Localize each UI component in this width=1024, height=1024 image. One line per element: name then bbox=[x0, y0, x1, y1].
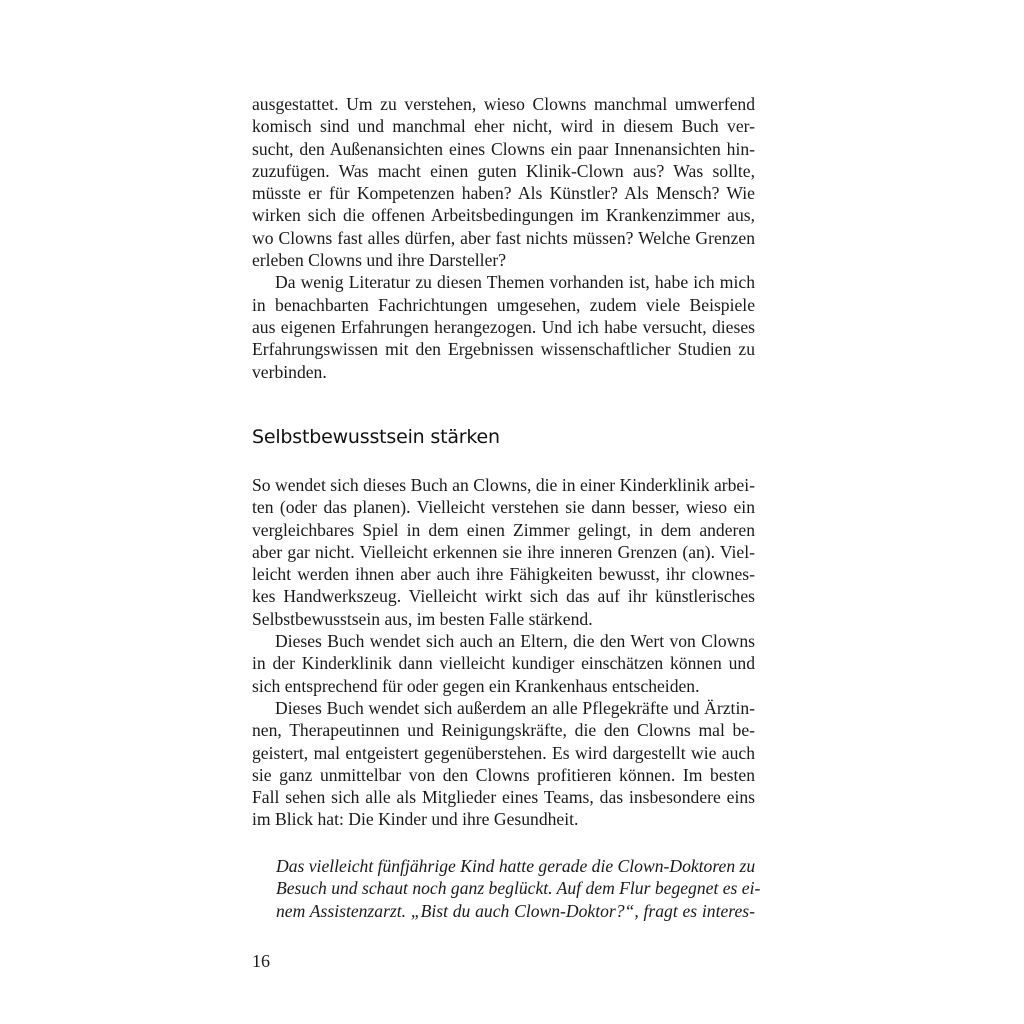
text-line: nen, Therapeutinnen und Reinigungskräfte, die den Clowns mal be- bbox=[252, 720, 755, 741]
text-line: wo Clowns fast alles dürfen, aber fast nichts müssen? Welche Grenzen bbox=[252, 227, 755, 248]
text-line: Da wenig Literatur zu diesen Themen vorhanden ist, habe ich mich bbox=[275, 272, 755, 293]
text-line: aus eigenen Erfahrungen herangezogen. Und ich habe versucht, dieses bbox=[252, 316, 755, 337]
section-text bbox=[252, 474, 755, 831]
text-line: komisch sind und manchmal eher nicht, wird in diesem Buch ver- bbox=[252, 116, 755, 137]
text-line: verbinden. bbox=[252, 361, 327, 382]
text-line: geistert, mal entgeistert gegenüberstehen. Es wird dargestellt wie auch bbox=[252, 742, 755, 763]
text-line: vergleichbares Spiel in dem einen Zimmer gelingt, in dem anderen bbox=[252, 519, 755, 540]
text-line: Selbstbewusstsein aus, im besten Falle stärkend. bbox=[252, 608, 593, 629]
text-line: ten (oder das planen). Vielleicht verstehen sie dann besser, wieso ein bbox=[252, 497, 755, 518]
text-line: ausgestattet. Um zu verstehen, wieso Clowns manchmal umwerfend bbox=[252, 94, 755, 114]
text-line: Fall sehen sich alle als Mitglieder eines Teams, das insbesondere eins bbox=[252, 787, 755, 808]
quote-text bbox=[276, 855, 761, 922]
text-line: sucht, den Außenansichten eines Clowns ein paar Innenansichten hin- bbox=[252, 138, 755, 159]
text-line: müsste er für Kompetenzen haben? Als Künstler? Als Mensch? Wie bbox=[252, 183, 755, 204]
text-line: im Blick hat: Die Kinder und ihre Gesundheit. bbox=[252, 809, 579, 830]
text-line: Erfahrungswissen mit den Ergebnissen wissenschaftlicher Studien zu bbox=[252, 339, 755, 360]
text-line: kes Handwerkszeug. Vielleicht wirkt sich das auf ihr künstlerisches bbox=[252, 586, 755, 607]
text-line: in benachbarten Fachrichtungen umgesehen, zudem viele Beispiele bbox=[252, 294, 755, 315]
quote-line: Besuch und schaut noch ganz beglückt. Auf dem Flur begegnet es ei- bbox=[276, 878, 761, 899]
intro-text bbox=[252, 93, 755, 383]
text-line: sich entsprechend für oder gegen ein Krankenhaus entscheiden. bbox=[252, 675, 700, 696]
quote-line: nem Assistenzarzt. „Bist du auch Clown-Doktor?“, fragt es interes- bbox=[276, 900, 755, 921]
text-line: Dieses Buch wendet sich außerdem an alle Pflegekräfte und Ärztin- bbox=[275, 697, 755, 718]
text-line: leicht werden ihnen aber auch ihre Fähigkeiten bewusst, ihr clownes- bbox=[252, 564, 755, 585]
section-heading: Selbstbewusstsein stärken bbox=[252, 426, 500, 448]
page-number: 16 bbox=[252, 951, 270, 971]
text-line: erleben Clowns und ihre Darsteller? bbox=[252, 250, 507, 271]
text-line: aber gar nicht. Vielleicht erkennen sie ihre inneren Grenzen (an). Viel- bbox=[252, 541, 755, 562]
text-line: in der Kinderklinik dann vielleicht kundiger einschätzen können und bbox=[252, 653, 755, 674]
text-line: Dieses Buch wendet sich auch an Eltern, die den Wert von Clowns bbox=[275, 631, 755, 652]
text-line: sie ganz unmittelbar von den Clowns profitieren können. Im besten bbox=[252, 764, 755, 785]
text-line: So wendet sich dieses Buch an Clowns, die in einer Kinderklinik arbei- bbox=[252, 475, 755, 495]
quote-line: Das vielleicht fünfjährige Kind hatte gerade die Clown-Doktoren zu bbox=[276, 856, 756, 876]
text-line: wirken sich die offenen Arbeitsbedingungen im Krankenzimmer aus, bbox=[252, 205, 755, 226]
text-line: zuzufügen. Was macht einen guten Klinik-Clown aus? Was sollte, bbox=[252, 160, 755, 181]
